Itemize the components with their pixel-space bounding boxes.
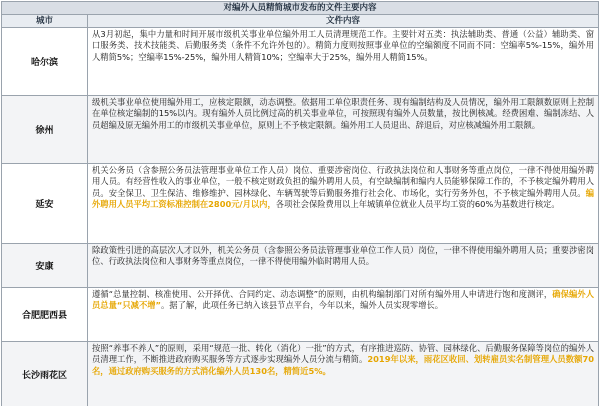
content-text: 机关公务员（含参照公务员法管理事业单位工作人员）岗位、重要涉密岗位、行政执法岗位和人事财务等重点岗位，一律不得使用编外聘用人员。有经营性收入的事业单位，一般不核定财政负担的编外聘用人员，有空缺编制和编内人员能够保障工作的，不予核定编外聘用人员。安全保卫、卫生保洁、维修维护、园林绿化、车辆驾驶等后勤服务推行社会化、市场化，实行劳务外包，不予核定编外聘用人员。: [92, 165, 594, 198]
content-highlight: 编外聘用人员平均工资标准控制在2800元/月以内，: [92, 187, 594, 210]
content-text: 级机关事业单位使用编外用工，应核定限额，动态调整。依据用工单位职责任务、现有编制结构及人员情况，编外用工限额数原则上控制在单位核定编制的15%以内。现有编外人员比例过高的机关事业单位，可按照现有编外人员数量，按比例核减。经费困难、编制冻结、人员超编及原无编外用工的市级机关事业单位，原则上不予核定限额。编外用工人员退出、辞退后，对应核减编外用工限额。: [92, 97, 594, 130]
table-header: [2, 15, 598, 28]
content-cell: [88, 342, 598, 406]
table-row-feixi: [2, 288, 598, 342]
content-cell: [88, 288, 598, 341]
content-text: 按照“养事不养人”的原则，采用“规范一批、转化（消化）一批”的方式，有序推进巡防、协管、园林绿化、后勤服务保障等岗位的编外人员清理工作，不断推进政府购买服务等方式逐步实现编外人员分流与精简。: [92, 343, 594, 365]
table-row-harbin: [2, 28, 598, 96]
city-cell: 延安: [2, 164, 88, 243]
policy-table: [1, 1, 599, 406]
city-cell: 安康: [2, 244, 88, 287]
city-cell: 长沙雨花区: [2, 342, 88, 406]
content-cell: [88, 28, 598, 95]
content-cell: [88, 244, 598, 287]
content-tail: 各项社会保险费用以上年城镇单位就业人员平均工资的60%为基数进行核定。: [275, 199, 560, 210]
header-content: 文件内容: [325, 16, 360, 26]
table-row-xuzhou: [2, 96, 598, 164]
content-cell: [88, 96, 598, 163]
content-highlight: 2019年以来，雨花区收回、划转雇员实名制管理人员数额70名，通过政府购买服务的方式消化编外人员130名，精简近5%。: [92, 354, 594, 376]
city-cell: 合肥肥西县: [2, 288, 88, 341]
city-cell: 徐州: [2, 96, 88, 163]
content-highlight: 确保编外人员总量“只减不增”: [92, 289, 594, 311]
table-row-ankang: [2, 244, 598, 288]
header-city: 城市: [2, 15, 88, 27]
content-cell: [88, 164, 598, 243]
table-row-yuhua: [2, 342, 598, 406]
table-row-yanan: [2, 164, 598, 244]
content-tail: 。据了解，此项任务已纳入该县节点平台，今年以来，编外人员实现零增长。: [161, 300, 444, 311]
content-text: 除政策性引进的高层次人才以外，机关公务员（含参照公务员法管理事业单位工作人员）岗位，一律不得使用编外聘用人员；重要涉密岗位、行政执法岗位和人事财务等重点岗位，一律不得使用编外临时聘用人员。: [92, 245, 594, 267]
table-title: 对编外人员精简城市发布的文件主要内容: [2, 2, 598, 15]
city-cell: 哈尔滨: [2, 28, 88, 95]
content-text: 遵循“总量控制、核准使用、公开择优、合同约定、动态调整”的原则，由机构编制部门对所有编外用人申请进行饱和度测评，: [92, 289, 553, 299]
content-text: 从3月初起，集中力量和时间开展市级机关事业单位编外用工人员清理规范工作。主要针对五类：执法辅助类、普通（公益）辅助类、窗口服务类、技术技能类、后勤服务类（条件不允许外包的）。精简力度则按照事业单位的空编额度不同而不同：空编率5%-15%，编外用人精简5%；空编率15%-25%，编外用人精简10%；空编率大于25%，编外用人精简15%。: [92, 29, 594, 62]
